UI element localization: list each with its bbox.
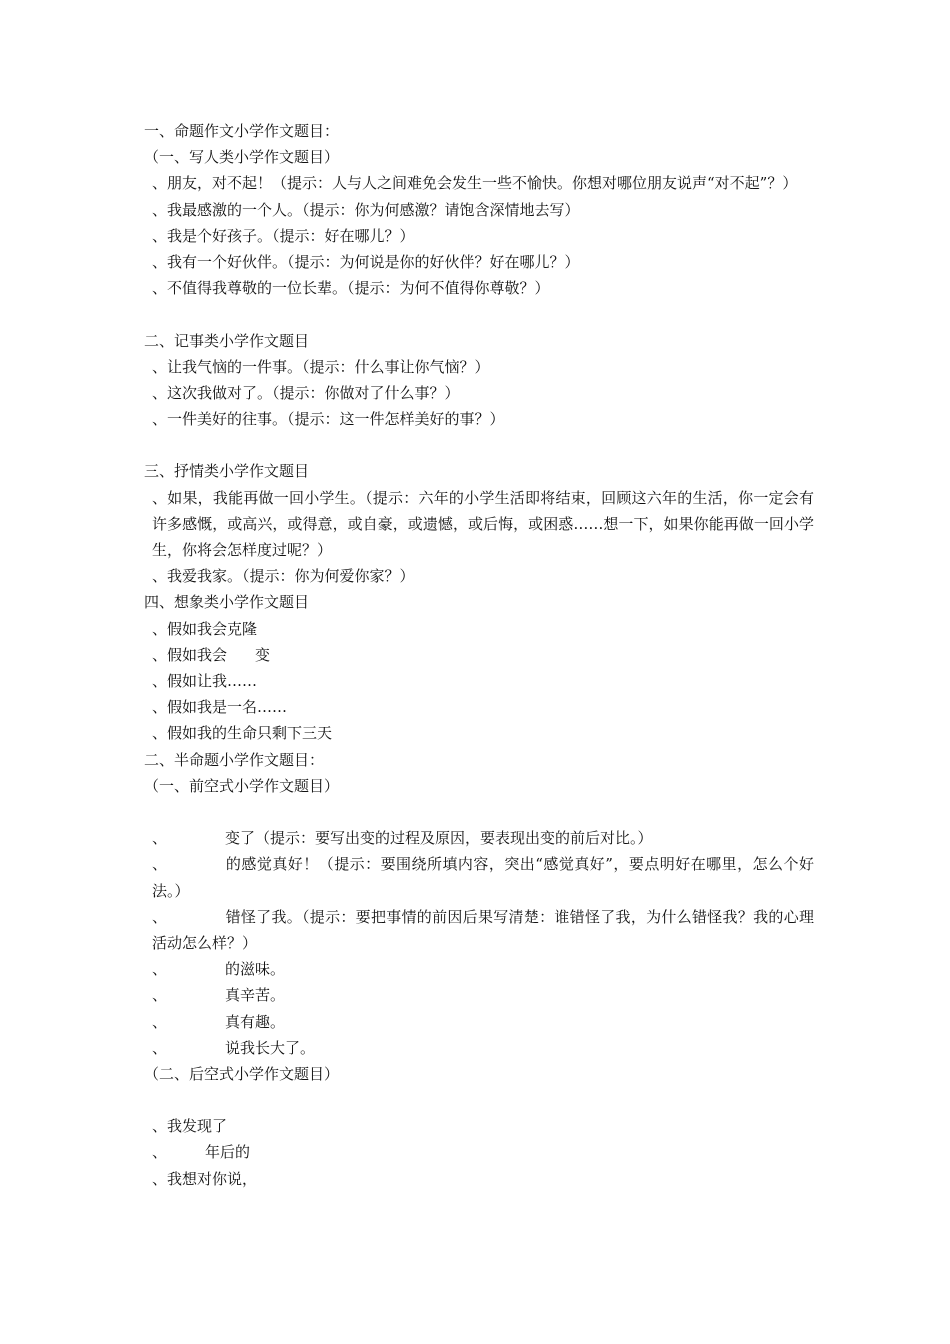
blank-line [144, 1087, 814, 1113]
list-item-prefix: 、 [152, 1012, 168, 1031]
list-item [144, 982, 814, 1008]
list-item: 、朋友，对不起！（提示：人与人之间难免会发生一些不愉快。你想对哪位朋友说声“对不起”？） [152, 174, 798, 193]
list-item: 、如果，我能再做一回小学生。（提示：六年的小学生活即将结束，回顾这六年的生活，你一定会有许多感慨，或高兴，或得意，或自豪，或遗憾，或后悔，或困惑……想一下，如果你能再做一回小学生，你将会怎样度过呢？） [152, 488, 814, 560]
list-item-text: 的滋味。 [225, 960, 286, 979]
list-item: 、这次我做对了。（提示：你做对了什么事？） [152, 383, 460, 402]
list-item: 、不值得我尊敬的一位长辈。（提示：为何不值得你尊敬？） [152, 279, 550, 298]
list-item: 、假如让我…… [152, 672, 258, 690]
list-item-text: 真有趣。 [225, 1012, 286, 1031]
list-item [144, 851, 814, 903]
subsection-heading: （二、后空式小学作文题目） [144, 1064, 340, 1083]
list-item: 、我最感激的一个人。（提示：你为何感激？请饱含深情地去写） [152, 200, 580, 219]
blank-line [144, 799, 814, 825]
subsection-heading: 二、记事类小学作文题目 [144, 331, 310, 350]
list-item [144, 1009, 814, 1035]
subsection-heading: （一、前空式小学作文题目） [144, 776, 340, 795]
list-item-text: 、假如我会 [152, 645, 228, 664]
list-item: 、一件美好的往事。（提示：这一件怎样美好的事？） [152, 410, 505, 429]
list-item [144, 1035, 814, 1061]
list-item: 、让我气恼的一件事。（提示：什么事让你气恼？） [152, 357, 490, 376]
list-item [144, 956, 814, 982]
list-item-prefix: 、 [152, 1038, 168, 1057]
list-item [144, 825, 814, 851]
list-item-text: 年后的 [205, 1143, 251, 1162]
subsection-heading: （一、写人类小学作文题目） [144, 148, 340, 167]
list-item [144, 1139, 814, 1165]
list-item-text: 变了（提示：要写出变的过程及原因，要表现出变的前后对比。） [225, 829, 653, 848]
list-item: 、我爱我家。（提示：你为何爱你家？） [152, 567, 415, 586]
list-item: 、假如我会克隆 [152, 619, 258, 638]
list-item-prefix: 、 [152, 960, 168, 979]
list-item: 、我有一个好伙伴。（提示：为何说是你的好伙伴？好在哪儿？） [152, 252, 580, 271]
list-item-prefix: 、 [152, 907, 168, 926]
list-item-text: 变 [255, 645, 271, 664]
section-heading: 一、命题作文小学作文题目： [144, 122, 340, 140]
section-heading: 二、半命题小学作文题目： [144, 750, 325, 769]
list-item [144, 904, 814, 956]
list-item: 、假如我是一名…… [152, 698, 288, 717]
list-item-prefix: 、 [152, 855, 168, 874]
document-body [144, 118, 814, 1192]
subsection-heading: 四、想象类小学作文题目 [144, 593, 310, 612]
list-item-prefix: 、 [152, 1143, 168, 1162]
list-item-prefix: 、 [152, 829, 168, 848]
blank-line [144, 432, 814, 458]
blank-line [144, 301, 814, 327]
list-item: 、我是个好孩子。（提示：好在哪儿？） [152, 226, 415, 245]
list-item [144, 642, 814, 668]
subsection-heading: 三、抒情类小学作文题目 [144, 462, 310, 481]
list-item-text: 真辛苦。 [225, 986, 286, 1005]
list-item-text: 的感觉真好！（提示：要围绕所填内容，突出“感觉真好”，要点明好在哪里，怎么个好法。） [152, 855, 814, 900]
list-item-prefix: 、 [152, 986, 168, 1005]
list-item-text: 说我长大了。 [225, 1038, 316, 1057]
list-item-text: 错怪了我。（提示：要把事情的前因后果写清楚：谁错怪了我，为什么错怪我？我的心理活动怎么样？） [152, 907, 814, 952]
list-item: 、我发现了 [152, 1117, 228, 1136]
list-item: 、我想对你说， [152, 1169, 258, 1188]
list-item: 、假如我的生命只剩下三天 [152, 724, 333, 743]
